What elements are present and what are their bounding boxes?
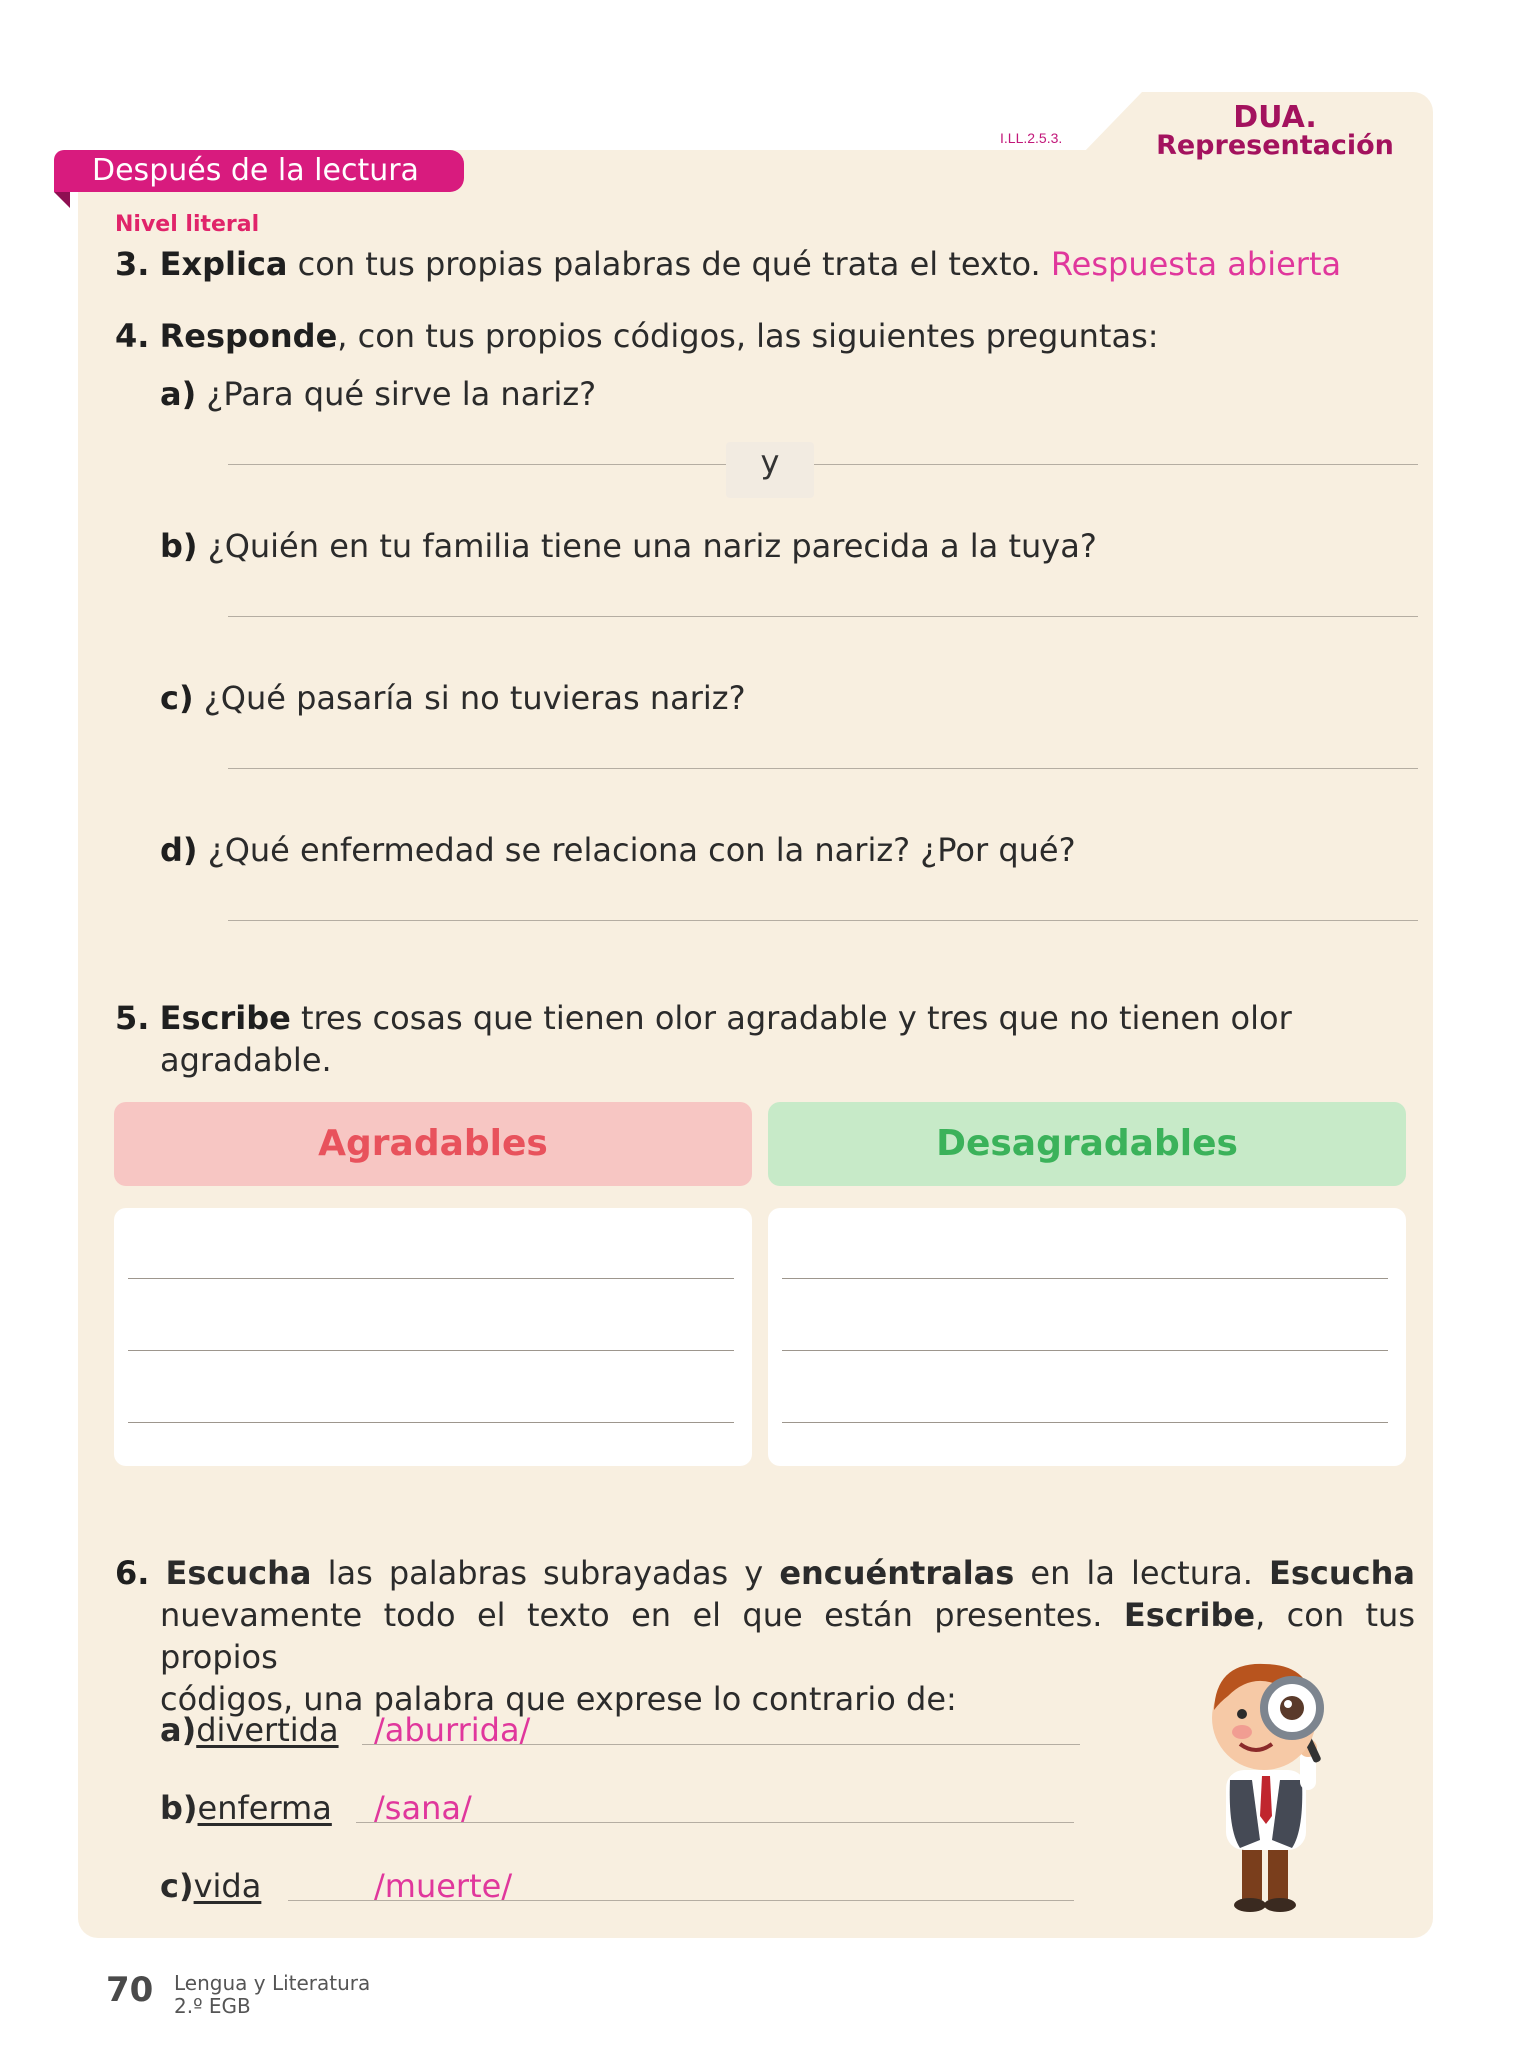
page-number: 70	[106, 1970, 154, 2010]
answer-line[interactable]	[128, 1350, 734, 1351]
dua-title: DUA.	[1233, 100, 1317, 135]
section-ribbon: Después de la lectura	[54, 150, 464, 192]
item-question: ¿Quién en tu familia tiene una nariz parecida a la tuya?	[207, 527, 1097, 565]
level-label: Nivel literal	[115, 212, 260, 237]
keyword: Escucha	[1269, 1554, 1416, 1592]
connector-box: y	[726, 442, 814, 498]
dua-subtitle: Representación	[1156, 130, 1394, 161]
answer-text: Respuesta abierta	[1050, 245, 1342, 283]
question-verb: Responde	[159, 317, 338, 355]
pleasant-answer-box	[114, 1208, 752, 1466]
question-5-continued: agradable.	[160, 1041, 332, 1079]
q6-item-a	[160, 1710, 339, 1750]
item-question: ¿Para qué sirve la nariz?	[206, 375, 597, 413]
indicator-code: I.LL.2.5.3.	[1000, 130, 1063, 146]
text-span: las palabras subrayadas y	[311, 1554, 780, 1592]
item-question: ¿Qué pasaría si no tuvieras nariz?	[203, 679, 746, 717]
item-question: ¿Qué enfermedad se relaciona con la nariz? ¿Por qué?	[207, 831, 1076, 869]
question-6-line-3: códigos, una palabra que exprese lo contrario de:	[160, 1680, 957, 1718]
item-word: vida	[193, 1867, 262, 1905]
question-verb: Escribe	[159, 999, 291, 1037]
text-span: en la lectura.	[1014, 1554, 1270, 1592]
answer-line-4b[interactable]	[228, 616, 1418, 617]
question-3	[115, 244, 1341, 284]
question-number: 4.	[115, 317, 150, 355]
answer-line[interactable]	[782, 1350, 1388, 1351]
question-text: con tus propias palabras de qué trata el texto.	[287, 245, 1051, 283]
unpleasant-answer-box	[768, 1208, 1406, 1466]
text-span: , con tus propios	[160, 1596, 1416, 1676]
answer-line[interactable]	[782, 1422, 1388, 1423]
item-label: c)	[160, 679, 194, 717]
keyword: Escucha	[165, 1554, 312, 1592]
question-5	[115, 998, 1292, 1038]
answer-line-4c[interactable]	[228, 768, 1418, 769]
item-label: a)	[160, 1711, 197, 1749]
unpleasant-header: Desagradables	[768, 1102, 1406, 1186]
item-label: b)	[160, 1789, 198, 1827]
answer-6a: /aburrida/	[374, 1711, 531, 1749]
item-label: a)	[160, 375, 197, 413]
answer-line-4a[interactable]	[228, 464, 1418, 465]
question-verb: Explica	[159, 245, 288, 283]
keyword: Escribe	[1123, 1596, 1256, 1634]
q6-item-c	[160, 1866, 261, 1906]
magnified-eye	[1280, 1696, 1304, 1720]
answer-line[interactable]	[128, 1422, 734, 1423]
item-label: d)	[160, 831, 198, 869]
question-4c	[160, 678, 746, 718]
cheek	[1232, 1725, 1252, 1739]
eye-highlight	[1284, 1700, 1292, 1708]
tie	[1260, 1776, 1272, 1824]
item-label: c)	[160, 1867, 194, 1905]
q6-item-b	[160, 1788, 332, 1828]
question-number: 3.	[115, 245, 150, 283]
boy-magnifier-illustration	[1180, 1640, 1360, 1920]
question-4a	[160, 374, 596, 414]
eye	[1237, 1709, 1247, 1719]
question-6-line-1	[115, 1552, 1415, 1594]
question-4d	[160, 830, 1076, 870]
keyword: encuéntralas	[779, 1554, 1015, 1592]
question-4b	[160, 526, 1097, 566]
grade-label: 2.º EGB	[174, 1994, 251, 2018]
answer-line-4d[interactable]	[228, 920, 1418, 921]
answer-line[interactable]	[782, 1278, 1388, 1279]
item-word: enferma	[197, 1789, 332, 1827]
text-span: nuevamente todo el texto en el que están presentes.	[160, 1596, 1124, 1634]
right-shoe	[1264, 1898, 1296, 1912]
left-shoe	[1234, 1898, 1266, 1912]
question-number: 5.	[115, 999, 150, 1037]
question-4	[115, 316, 1159, 356]
item-label: b)	[160, 527, 198, 565]
answer-6b: /sana/	[374, 1789, 472, 1827]
answer-line[interactable]	[128, 1278, 734, 1279]
question-number: 6.	[115, 1554, 150, 1592]
question-text: tres cosas que tienen olor agradable y tres que no tienen olor	[290, 999, 1292, 1037]
question-text: , con tus propios códigos, las siguientes preguntas:	[337, 317, 1159, 355]
ribbon-fold	[54, 192, 70, 208]
answer-6c: /muerte/	[374, 1867, 513, 1905]
subject-label: Lengua y Literatura	[174, 1971, 371, 1995]
pleasant-header: Agradables	[114, 1102, 752, 1186]
item-word: divertida	[196, 1711, 339, 1749]
